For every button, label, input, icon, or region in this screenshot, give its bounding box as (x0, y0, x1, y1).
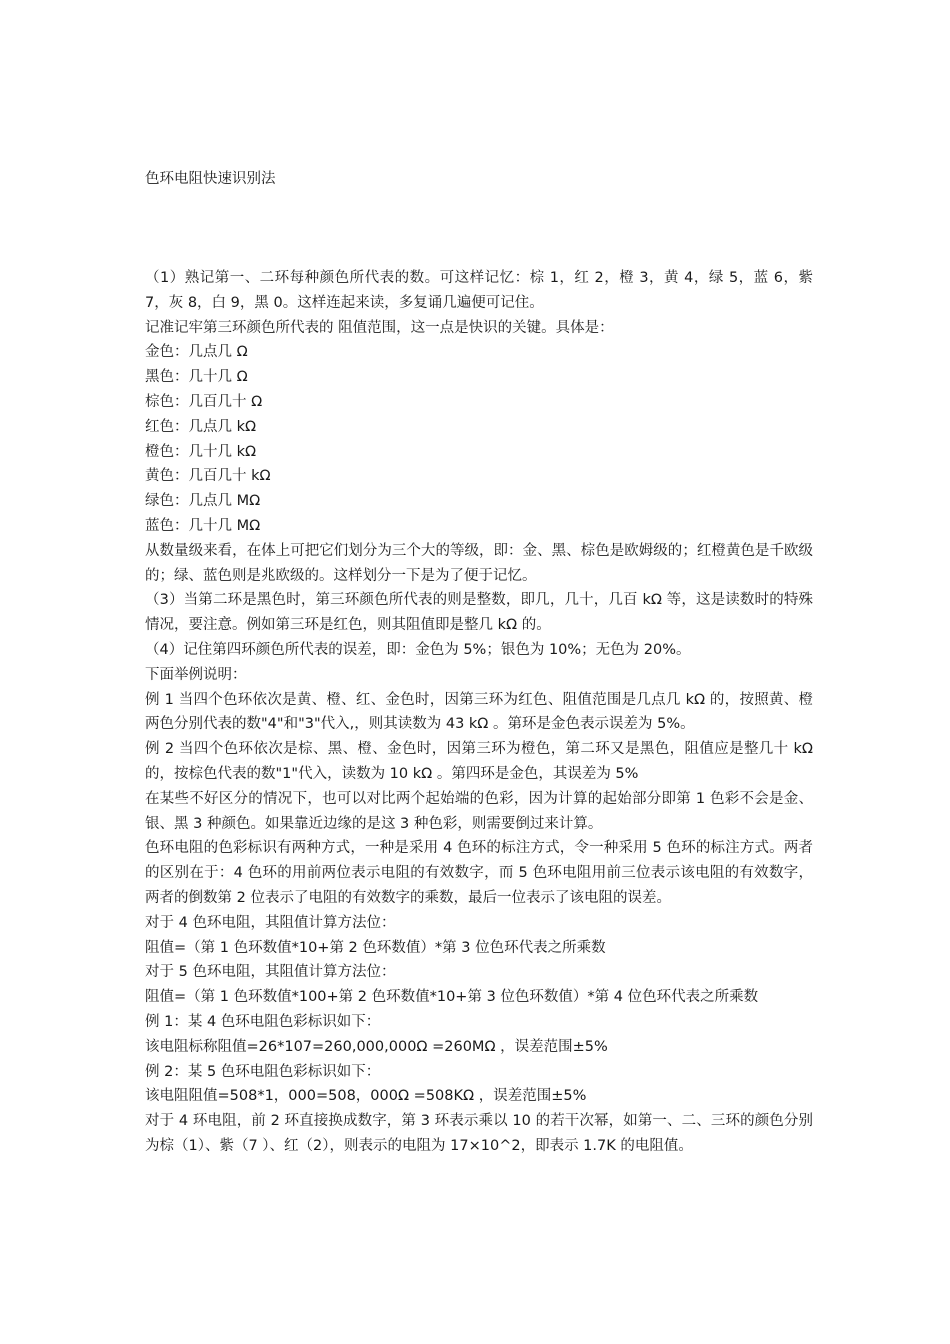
paragraph: 对于 4 色环电阻，其阻值计算方法位： (145, 914, 396, 931)
paragraph: 从数量级来看，在体上可把它们划分为三个大的等级，即：金、黑、棕色是欧姆级的；红橙黄色是千欧级的；绿、蓝色则是兆欧级的。这样划分一下是为了便于记忆。 (145, 542, 813, 584)
paragraph: 该电阻标称阻值=26*107=260,000,000Ω =260MΩ ，误差范围±5% (145, 1038, 608, 1055)
paragraph: （4）记住第四环颜色所代表的误差，即：金色为 5%；银色为 10%；无色为 20%。 (145, 641, 691, 658)
paragraph: 在某些不好区分的情况下，也可以对比两个起始端的色彩，因为计算的起始部分即第 1 色彩不会是金、银、黑 3 种颜色。如果靠近边缘的是这 3 种色彩，则需要倒过来计算。 (145, 790, 813, 832)
paragraph: 该电阻阻值=508*1，000=508，000Ω =508KΩ ，误差范围±5% (145, 1088, 587, 1105)
paragraph: 例 1：某 4 色环电阻色彩标识如下： (145, 1013, 381, 1030)
paragraph: 黑色：几十几 Ω (145, 369, 248, 386)
document-title: 色环电阻快速识别法 (145, 171, 276, 187)
paragraph: 金色：几点几 Ω (145, 344, 248, 361)
paragraph: 红色：几点几 kΩ (145, 418, 257, 435)
paragraph: 阻值=（第 1 色环数值*100+第 2 色环数值*10+第 3 位色环数值）*第 4 位色环代表之所乘数 (145, 989, 759, 1006)
paragraph: 下面举例说明： (145, 666, 247, 683)
paragraph: （3）当第二环是黑色时，第三环颜色所代表的则是整数，即几，几十，几百 kΩ 等，这是读数时的特殊情况，要注意。例如第三环是红色，则其阻值即是整几 kΩ 的。 (145, 592, 813, 634)
paragraph: 记准记牢第三环颜色所代表的 阻值范围，这一点是快识的关键。具体是： (145, 319, 614, 336)
paragraph: 对于 4 环电阻，前 2 环直接换成数字，第 3 环表示乘以 10 的若干次幂，如第一、二、三环的颜色分别为棕（1）、紫（7 ）、红（2），则表示的电阻为 17×10^2，即表示 1.7K 的电阻值。 (145, 1113, 813, 1154)
paragraph: 橙色：几十几 kΩ (145, 443, 257, 460)
paragraph: 例 2 当四个色环依次是棕、黑、橙、金色时，因第三环为橙色，第二环又是黑色，阻值应是整几十 kΩ 的，按棕色代表的数"1"代入，读数为 10 kΩ 。第四环是金色，其误差为 5% (145, 741, 813, 782)
paragraph: （1）熟记第一、二环每种颜色所代表的数。可这样记忆：棕 1，红 2，橙 3，黄 4，绿 5，蓝 6，紫 7，灰 8，白 9，黑 0。这样连起来读，多复诵几遍便可记住。 (145, 270, 813, 311)
paragraph: 例 2：某 5 色环电阻色彩标识如下： (145, 1063, 381, 1080)
paragraph: 棕色：几百几十 Ω (145, 393, 263, 410)
paragraph: 阻值=（第 1 色环数值*10+第 2 色环数值）*第 3 位色环代表之所乘数 (145, 939, 606, 956)
paragraph: 对于 5 色环电阻，其阻值计算方法位： (145, 964, 396, 981)
document-body (145, 266, 813, 1159)
paragraph: 色环电阻的色彩标识有两种方式，一种是采用 4 色环的标注方式，令一种采用 5 色环的标注方式。两者的区别在于：4 色环的用前两位表示电阻的有效数字，而 5 色环电阻用前三位表示该电阻的有效数字，两者的倒数第 2 位表示了电阻的有效数字的乘数，最后一位表示了该电阻的误差。 (145, 840, 813, 906)
paragraph: 例 1 当四个色环依次是黄、橙、红、金色时，因第三环为红色、阻值范围是几点几 kΩ 的，按照黄、橙两色分别代表的数"4"和"3"代入,，则其读数为 43 kΩ 。第环是金色表示误差为 5%。 (145, 691, 813, 733)
paragraph: 绿色：几点几 MΩ (145, 493, 261, 510)
paragraph: 黄色：几百几十 kΩ (145, 468, 271, 485)
paragraph: 蓝色：几十几 MΩ (145, 517, 261, 534)
